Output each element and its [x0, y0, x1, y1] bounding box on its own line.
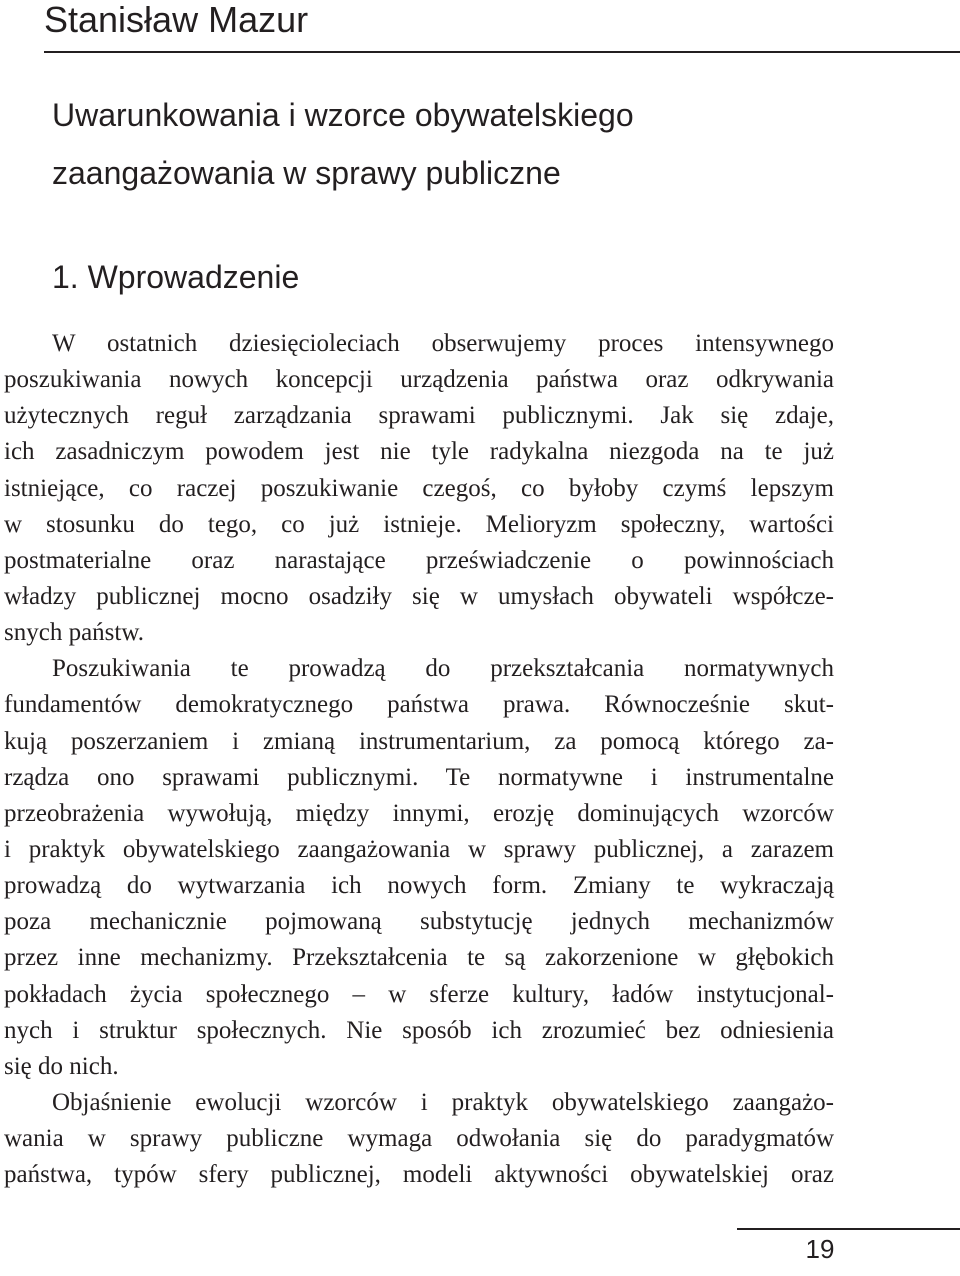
- text-line: państwa, typów sfery publicznej, modeli aktywności obywatelskiej oraz: [4, 1161, 834, 1189]
- text-line: istniejące, co raczej poszukiwanie czegoś, co byłoby czymś lepszym: [4, 474, 834, 502]
- text-line: rządza ono sprawami publicznymi. Te normatywne i instrumentalne: [4, 763, 834, 791]
- text-line: przez inne mechanizmy. Przekształcenia te są zakorzenione w głębokich: [4, 944, 834, 972]
- text-line: postmaterialne oraz narastające przeświadczenie o powinnościach: [4, 546, 834, 574]
- chapter-title-line: Uwarunkowania i wzorce obywatelskiego: [52, 97, 634, 133]
- header-rule: [44, 51, 960, 53]
- text-line: snych państw.: [4, 619, 145, 647]
- text-line: w stosunku do tego, co już istnieje. Melioryzm społeczny, wartości: [4, 510, 834, 538]
- text-line: Objaśnienie ewolucji wzorców i praktyk obywatelskiego zaangażo-: [52, 1088, 834, 1116]
- page-number: 19: [805, 1234, 835, 1264]
- text-line: kują poszerzaniem i zmianą instrumentarium, za pomocą którego za-: [4, 727, 834, 755]
- text-line: fundamentów demokratycznego państwa prawa. Równocześnie skut-: [4, 691, 834, 719]
- text-line: poszukiwania nowych koncepcji urządzenia państwa oraz odkrywania: [4, 366, 834, 394]
- text-line: wania w sprawy publiczne wymaga odwołania się do paradygmatów: [4, 1125, 834, 1153]
- section-heading: 1. Wprowadzenie: [52, 259, 300, 295]
- text-line: poza mechanicznie pojmowaną substytucję jednych mechanizmów: [4, 908, 834, 936]
- text-line: i praktyk obywatelskiego zaangażowania w sprawy publicznej, a zarazem: [4, 835, 834, 863]
- footer-rule: [737, 1228, 960, 1230]
- text-line: nych i struktur społecznych. Nie sposób ich zrozumieć bez odniesienia: [4, 1016, 834, 1044]
- text-line: prowadzą do wytwarzania ich nowych form. Zmiany te wykraczają: [4, 872, 834, 900]
- text-line: użytecznych reguł zarządzania sprawami publicznymi. Jak się zdaje,: [4, 402, 834, 430]
- body-text: [4, 326, 834, 1193]
- text-line: W ostatnich dziesięcioleciach obserwujemy proces intensywnego: [52, 330, 834, 357]
- text-line: ich zasadniczym powodem jest nie tyle radykalna niezgoda na te już: [4, 438, 834, 466]
- text-line: przeobrażenia wywołują, między innymi, erozję dominujących wzorców: [4, 799, 834, 827]
- text-line: władzy publicznej mocno osadziły się w umysłach obywateli współcze-: [4, 582, 834, 610]
- text-line: się do nich.: [4, 1052, 119, 1080]
- chapter-title: [52, 86, 932, 202]
- text-line: Poszukiwania te prowadzą do przekształcania normatywnych: [52, 655, 834, 683]
- running-header-author: Stanisław Mazur: [44, 0, 309, 40]
- text-line: pokładach życia społecznego – w sferze kultury, ładów instytucjonal-: [4, 980, 834, 1008]
- chapter-title-line: zaangażowania w sprawy publiczne: [52, 155, 561, 191]
